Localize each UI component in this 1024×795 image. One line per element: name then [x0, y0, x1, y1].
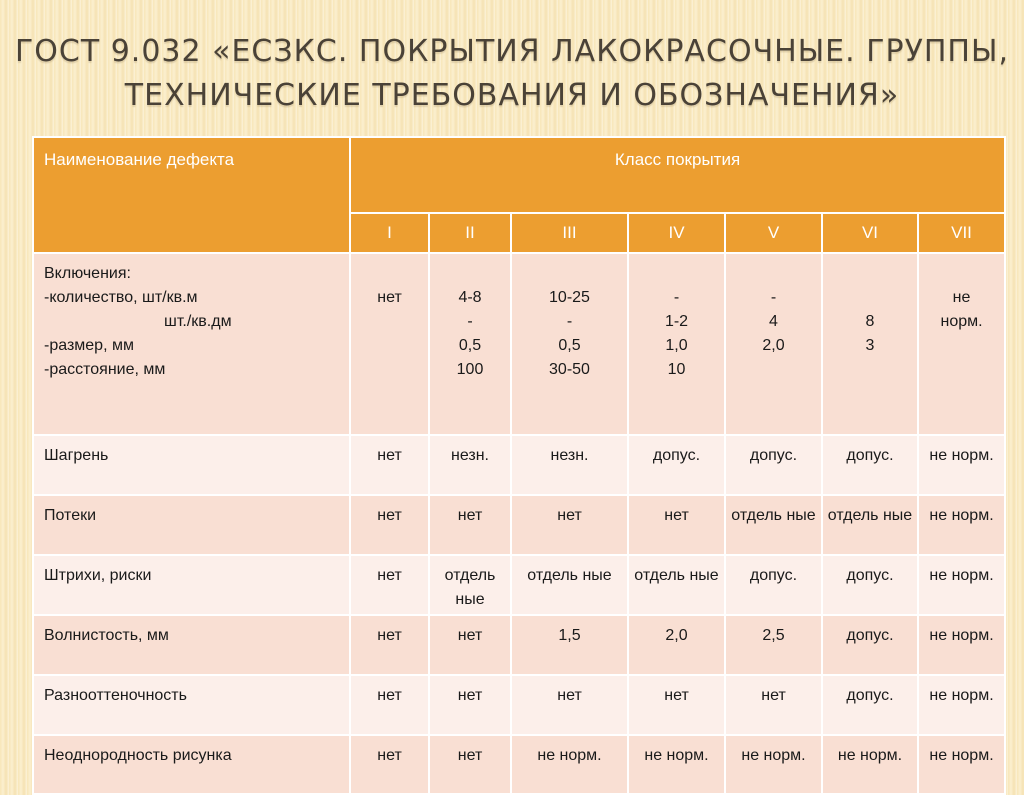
table-cell: допус.: [822, 615, 918, 675]
cell-line: 0,5: [558, 337, 581, 354]
table-row: [33, 555, 1005, 615]
table-cell: нет: [350, 495, 429, 555]
table-cell: отдель ные: [822, 495, 918, 555]
table-cell: нет: [429, 675, 511, 735]
table-cell: нет: [350, 435, 429, 495]
class-header: VII: [918, 213, 1005, 253]
table-cell: [350, 253, 429, 435]
cell-line: 4-8: [458, 289, 482, 306]
row-label-line: шт./кв.дм: [164, 313, 232, 330]
table-cell: [918, 253, 1005, 435]
table-cell: не норм.: [918, 675, 1005, 735]
header-defect-name: Наименование дефекта: [33, 137, 350, 253]
table-cell: не норм.: [918, 495, 1005, 555]
row-label: Волнистость, мм: [33, 615, 350, 675]
cell-line: 3: [865, 337, 875, 354]
table-cell: не норм.: [725, 735, 822, 794]
header-coating-class: Класс покрытия: [350, 137, 1005, 213]
table-cell: допус.: [822, 435, 918, 495]
defects-table: [32, 136, 1006, 795]
table-cell: 2,0: [628, 615, 725, 675]
cell-line: -: [566, 313, 573, 330]
table-row: [33, 735, 1005, 794]
row-label: Потеки: [33, 495, 350, 555]
cell-line: 0,5: [458, 337, 482, 354]
table-cell: [822, 253, 918, 435]
table-cell: допус.: [628, 435, 725, 495]
table-cell: [725, 253, 822, 435]
table-cell: нет: [429, 735, 511, 794]
cell-line: 1-2: [664, 313, 689, 330]
table-cell: нет: [350, 555, 429, 615]
table-cell: допус.: [725, 435, 822, 495]
cell-line: 100: [456, 361, 484, 378]
cell-line: 1,0: [665, 337, 688, 354]
table-cell: незн.: [429, 435, 511, 495]
row-label: Разнооттеночность: [33, 675, 350, 735]
row-label: [33, 253, 350, 435]
table-cell: нет: [725, 675, 822, 735]
table-cell: не норм.: [511, 735, 628, 794]
table-row: [33, 675, 1005, 735]
table-row: [33, 253, 1005, 435]
table-cell: незн.: [511, 435, 628, 495]
table-cell: не норм.: [918, 615, 1005, 675]
table-cell: нет: [350, 675, 429, 735]
table-cell: нет: [350, 615, 429, 675]
table-cell: не норм.: [918, 735, 1005, 794]
table-cell: [429, 253, 511, 435]
table-cell: нет: [628, 495, 725, 555]
table-cell: 2,5: [725, 615, 822, 675]
cell-line: -: [770, 289, 777, 306]
table-row: [33, 615, 1005, 675]
table-cell: не норм.: [628, 735, 725, 794]
table-cell: нет: [429, 495, 511, 555]
row-label: Шагрень: [33, 435, 350, 495]
row-label-line: -размер, мм: [44, 337, 134, 354]
table-cell: не норм.: [918, 435, 1005, 495]
class-header: III: [511, 213, 628, 253]
cell-line: 30-50: [549, 361, 590, 378]
table-cell: допус.: [822, 675, 918, 735]
table-cell: нет: [350, 735, 429, 794]
cell-line: нет: [377, 289, 402, 306]
cell-line: 4: [769, 313, 778, 330]
class-header: IV: [628, 213, 725, 253]
table-cell: не норм.: [822, 735, 918, 794]
row-label: Штрихи, риски: [33, 555, 350, 615]
table-cell: нет: [511, 675, 628, 735]
cell-line: 2,0: [762, 337, 785, 354]
slide-title-line-2: ТЕХНИЧЕСКИЕ ТРЕБОВАНИЯ И ОБОЗНАЧЕНИЯ»: [124, 78, 900, 113]
cell-line: 8: [865, 313, 875, 330]
table-cell: отдель ные: [511, 555, 628, 615]
class-header: I: [350, 213, 429, 253]
table-cell: нет: [429, 615, 511, 675]
defect-rows: [33, 435, 1005, 794]
table-cell: отдель ные: [628, 555, 725, 615]
table-cell: нет: [511, 495, 628, 555]
table-cell: отдель ные: [429, 555, 511, 615]
table-cell: нет: [628, 675, 725, 735]
table-cell: [628, 253, 725, 435]
table-cell: 1,5: [511, 615, 628, 675]
table-row: [33, 435, 1005, 495]
cell-line: не: [952, 289, 971, 306]
table-cell: допус.: [822, 555, 918, 615]
row-label: Неоднородность рисунка: [33, 735, 350, 794]
table-cell: допус.: [725, 555, 822, 615]
cell-line: 10-25: [549, 289, 590, 306]
table-cell: отдель ные: [725, 495, 822, 555]
table-row: [33, 495, 1005, 555]
class-header: II: [429, 213, 511, 253]
cell-line: норм.: [940, 313, 983, 330]
table-cell: не норм.: [918, 555, 1005, 615]
cell-line: -: [673, 289, 680, 306]
cell-line: 10: [667, 361, 686, 378]
row-label-line: Включения:: [44, 265, 131, 282]
row-label-line: -расстояние, мм: [44, 361, 166, 378]
table-cell: [511, 253, 628, 435]
cell-line: -: [467, 313, 473, 330]
class-header: VI: [822, 213, 918, 253]
class-header: V: [725, 213, 822, 253]
slide-title: [0, 30, 1024, 118]
slide-title-line-1: ГОСТ 9.032 «ЕСЗКС. ПОКРЫТИЯ ЛАКОКРАСОЧНЫЕ. ГРУППЫ,: [14, 34, 1009, 69]
row-label-line: -количество, шт/кв.м: [44, 289, 198, 306]
